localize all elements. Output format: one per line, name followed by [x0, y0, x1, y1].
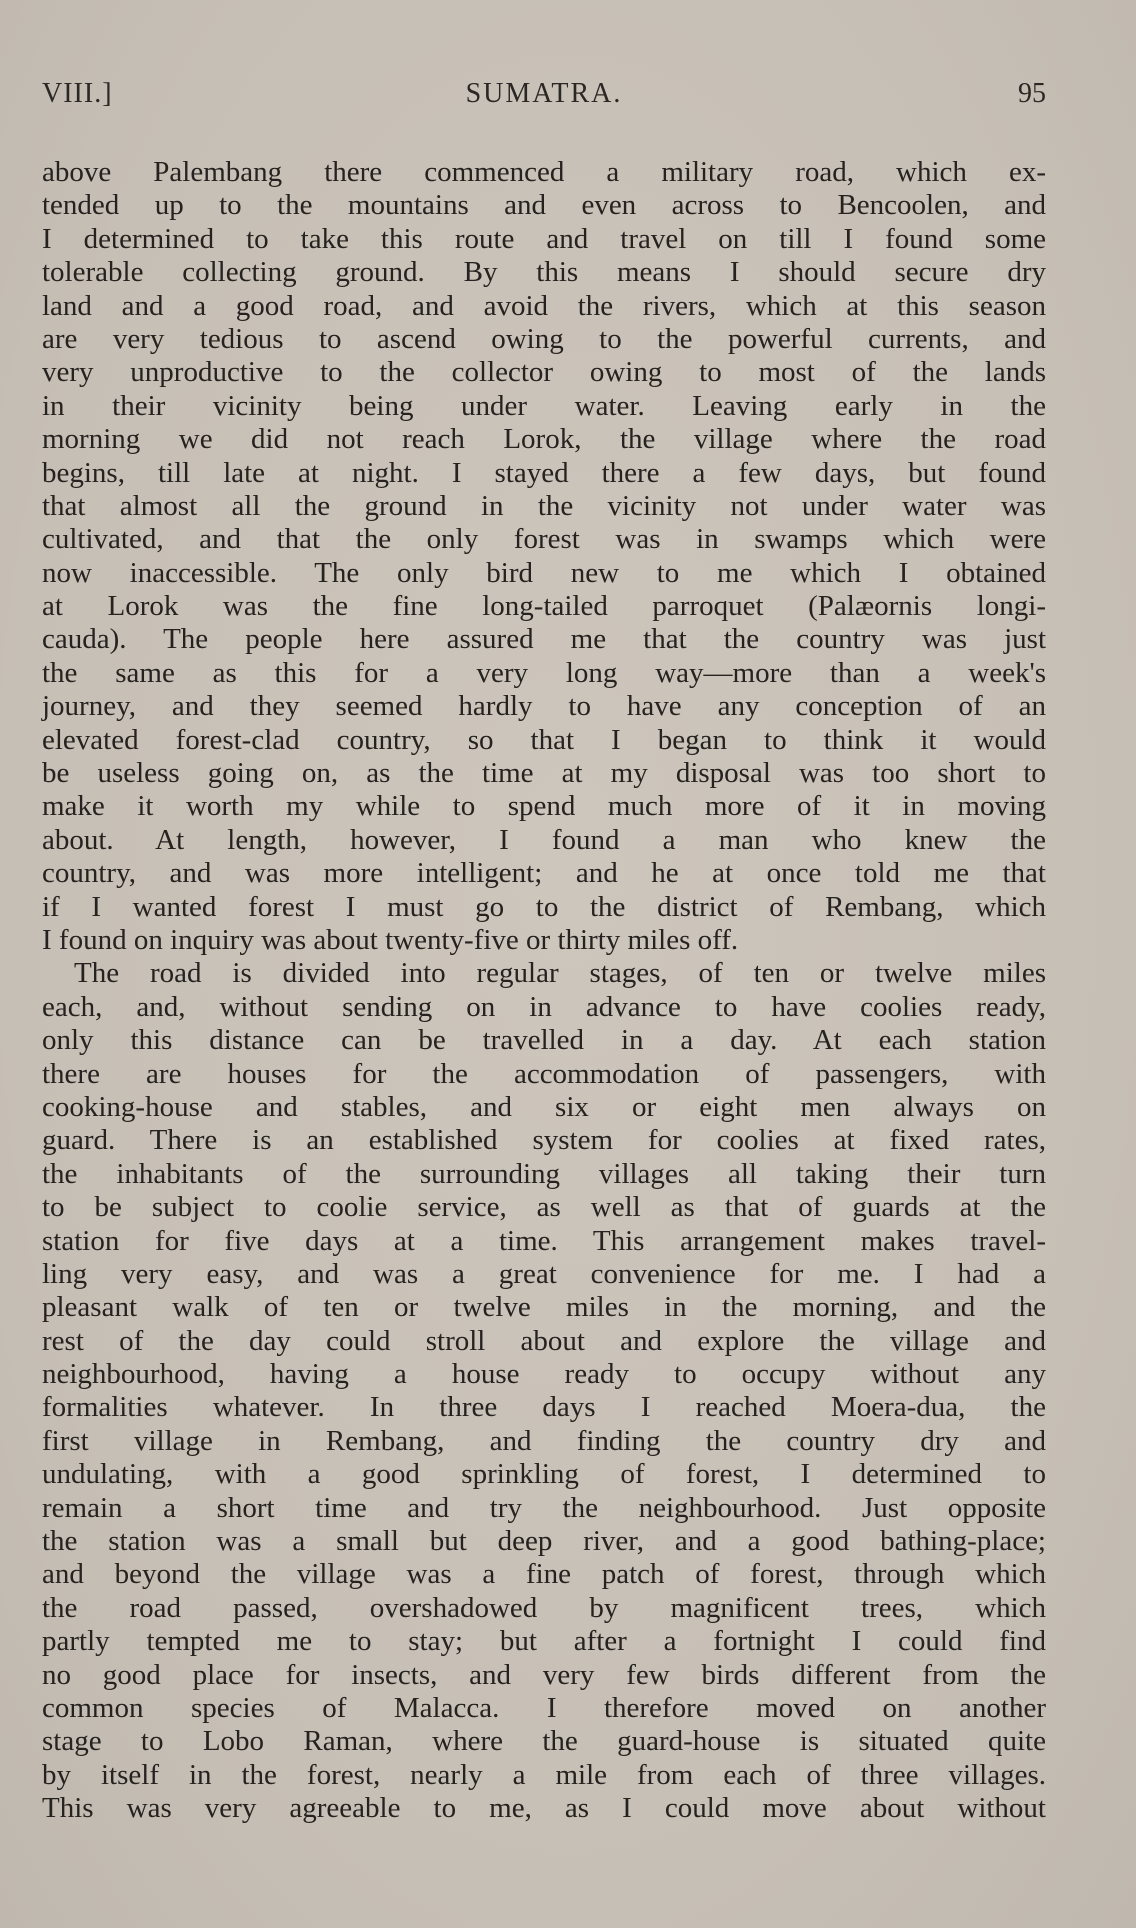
running-header	[42, 78, 1046, 118]
page-number: 95	[1018, 78, 1046, 109]
text-line: tended up to the mountains and even across to Bencoolen, and	[42, 189, 1046, 222]
text-line: partly tempted me to stay; but after a fortnight I could find	[42, 1625, 1046, 1658]
text-line: in their vicinity being under water. Leaving early in the	[42, 389, 1046, 422]
text-line: only this distance can be travelled in a day. At each station	[42, 1024, 1046, 1057]
text-line: are very tedious to ascend owing to the powerful currents, and	[42, 322, 1046, 355]
text-line: make it worth my while to spend much more of it in moving	[42, 790, 1046, 823]
text-line: be useless going on, as the time at my disposal was too short to	[42, 757, 1046, 790]
text-line: rest of the day could stroll about and explore the village and	[42, 1324, 1046, 1357]
text-line: I determined to take this route and travel on till I found some	[42, 222, 1046, 255]
text-line: begins, till late at night. I stayed there a few days, but found	[42, 456, 1046, 489]
text-line: cauda). The people here assured me that the country was just	[42, 623, 1046, 656]
text-line: journey, and they seemed hardly to have any conception of an	[42, 690, 1046, 723]
text-line: if I wanted forest I must go to the district of Rembang, which	[42, 890, 1046, 923]
text-line: neighbourhood, having a house ready to occupy without any	[42, 1358, 1046, 1391]
text-line: morning we did not reach Lorok, the village where the road	[42, 423, 1046, 456]
text-line: there are houses for the accommodation of passengers, with	[42, 1057, 1046, 1090]
text-line: country, and was more intelligent; and he at once told me that	[42, 857, 1046, 890]
text-line: guard. There is an established system for coolies at fixed rates,	[42, 1124, 1046, 1157]
text-line: at Lorok was the fine long-tailed parroquet (Palæornis longi-	[42, 590, 1046, 623]
text-line: undulating, with a good sprinkling of forest, I determined to	[42, 1458, 1046, 1491]
running-title: SUMATRA.	[465, 78, 623, 109]
text-line: stage to Lobo Raman, where the guard-house is situated quite	[42, 1725, 1046, 1758]
text-line: about. At length, however, I found a man who knew the	[42, 823, 1046, 856]
text-line: This was very agreeable to me, as I could move about without	[42, 1792, 1046, 1825]
text-line: cultivated, and that the only forest was in swamps which were	[42, 523, 1046, 556]
text-line: and beyond the village was a fine patch of forest, through which	[42, 1558, 1046, 1591]
chapter-number: VIII.]	[42, 78, 113, 109]
text-line: first village in Rembang, and finding the country dry and	[42, 1424, 1046, 1457]
text-line: very unproductive to the collector owing to most of the lands	[42, 356, 1046, 389]
text-line: each, and, without sending on in advance to have coolies ready,	[42, 990, 1046, 1023]
paragraph-end-line: I found on inquiry was about twenty-five or thirty miles off.	[42, 923, 739, 956]
text-line: elevated forest-clad country, so that I began to think it would	[42, 723, 1046, 756]
text-line: tolerable collecting ground. By this means I should secure dry	[42, 256, 1046, 289]
text-line: above Palembang there commenced a military road, which ex-	[42, 156, 1046, 188]
body-text	[42, 156, 1046, 1826]
text-line: cooking-house and stables, and six or eight men always on	[42, 1090, 1046, 1123]
text-line: remain a short time and try the neighbourhood. Just opposite	[42, 1491, 1046, 1524]
text-line: no good place for insects, and very few birds different from the	[42, 1658, 1046, 1691]
text-line: common species of Malacca. I therefore moved on another	[42, 1691, 1046, 1724]
paragraph-start-line: The road is divided into regular stages, of ten or twelve miles	[74, 957, 1046, 990]
text-line: the road passed, overshadowed by magnificent trees, which	[42, 1591, 1046, 1624]
text-line: now inaccessible. The only bird new to me which I obtained	[42, 556, 1046, 589]
text-line: land and a good road, and avoid the rivers, which at this season	[42, 289, 1046, 322]
text-line: the station was a small but deep river, and a good bathing-place;	[42, 1525, 1046, 1558]
text-line: the inhabitants of the surrounding villages all taking their turn	[42, 1157, 1046, 1190]
text-line: ling very easy, and was a great convenience for me. I had a	[42, 1257, 1046, 1290]
text-line: to be subject to coolie service, as well as that of guards at the	[42, 1191, 1046, 1224]
text-line: that almost all the ground in the vicinity not under water was	[42, 489, 1046, 522]
text-line: station for five days at a time. This arrangement makes travel-	[42, 1224, 1046, 1257]
text-line: the same as this for a very long way—more than a week's	[42, 656, 1046, 689]
text-line: by itself in the forest, nearly a mile from each of three villages.	[42, 1758, 1046, 1791]
text-line: pleasant walk of ten or twelve miles in the morning, and the	[42, 1291, 1046, 1324]
text-line: formalities whatever. In three days I reached Moera-dua, the	[42, 1391, 1046, 1424]
